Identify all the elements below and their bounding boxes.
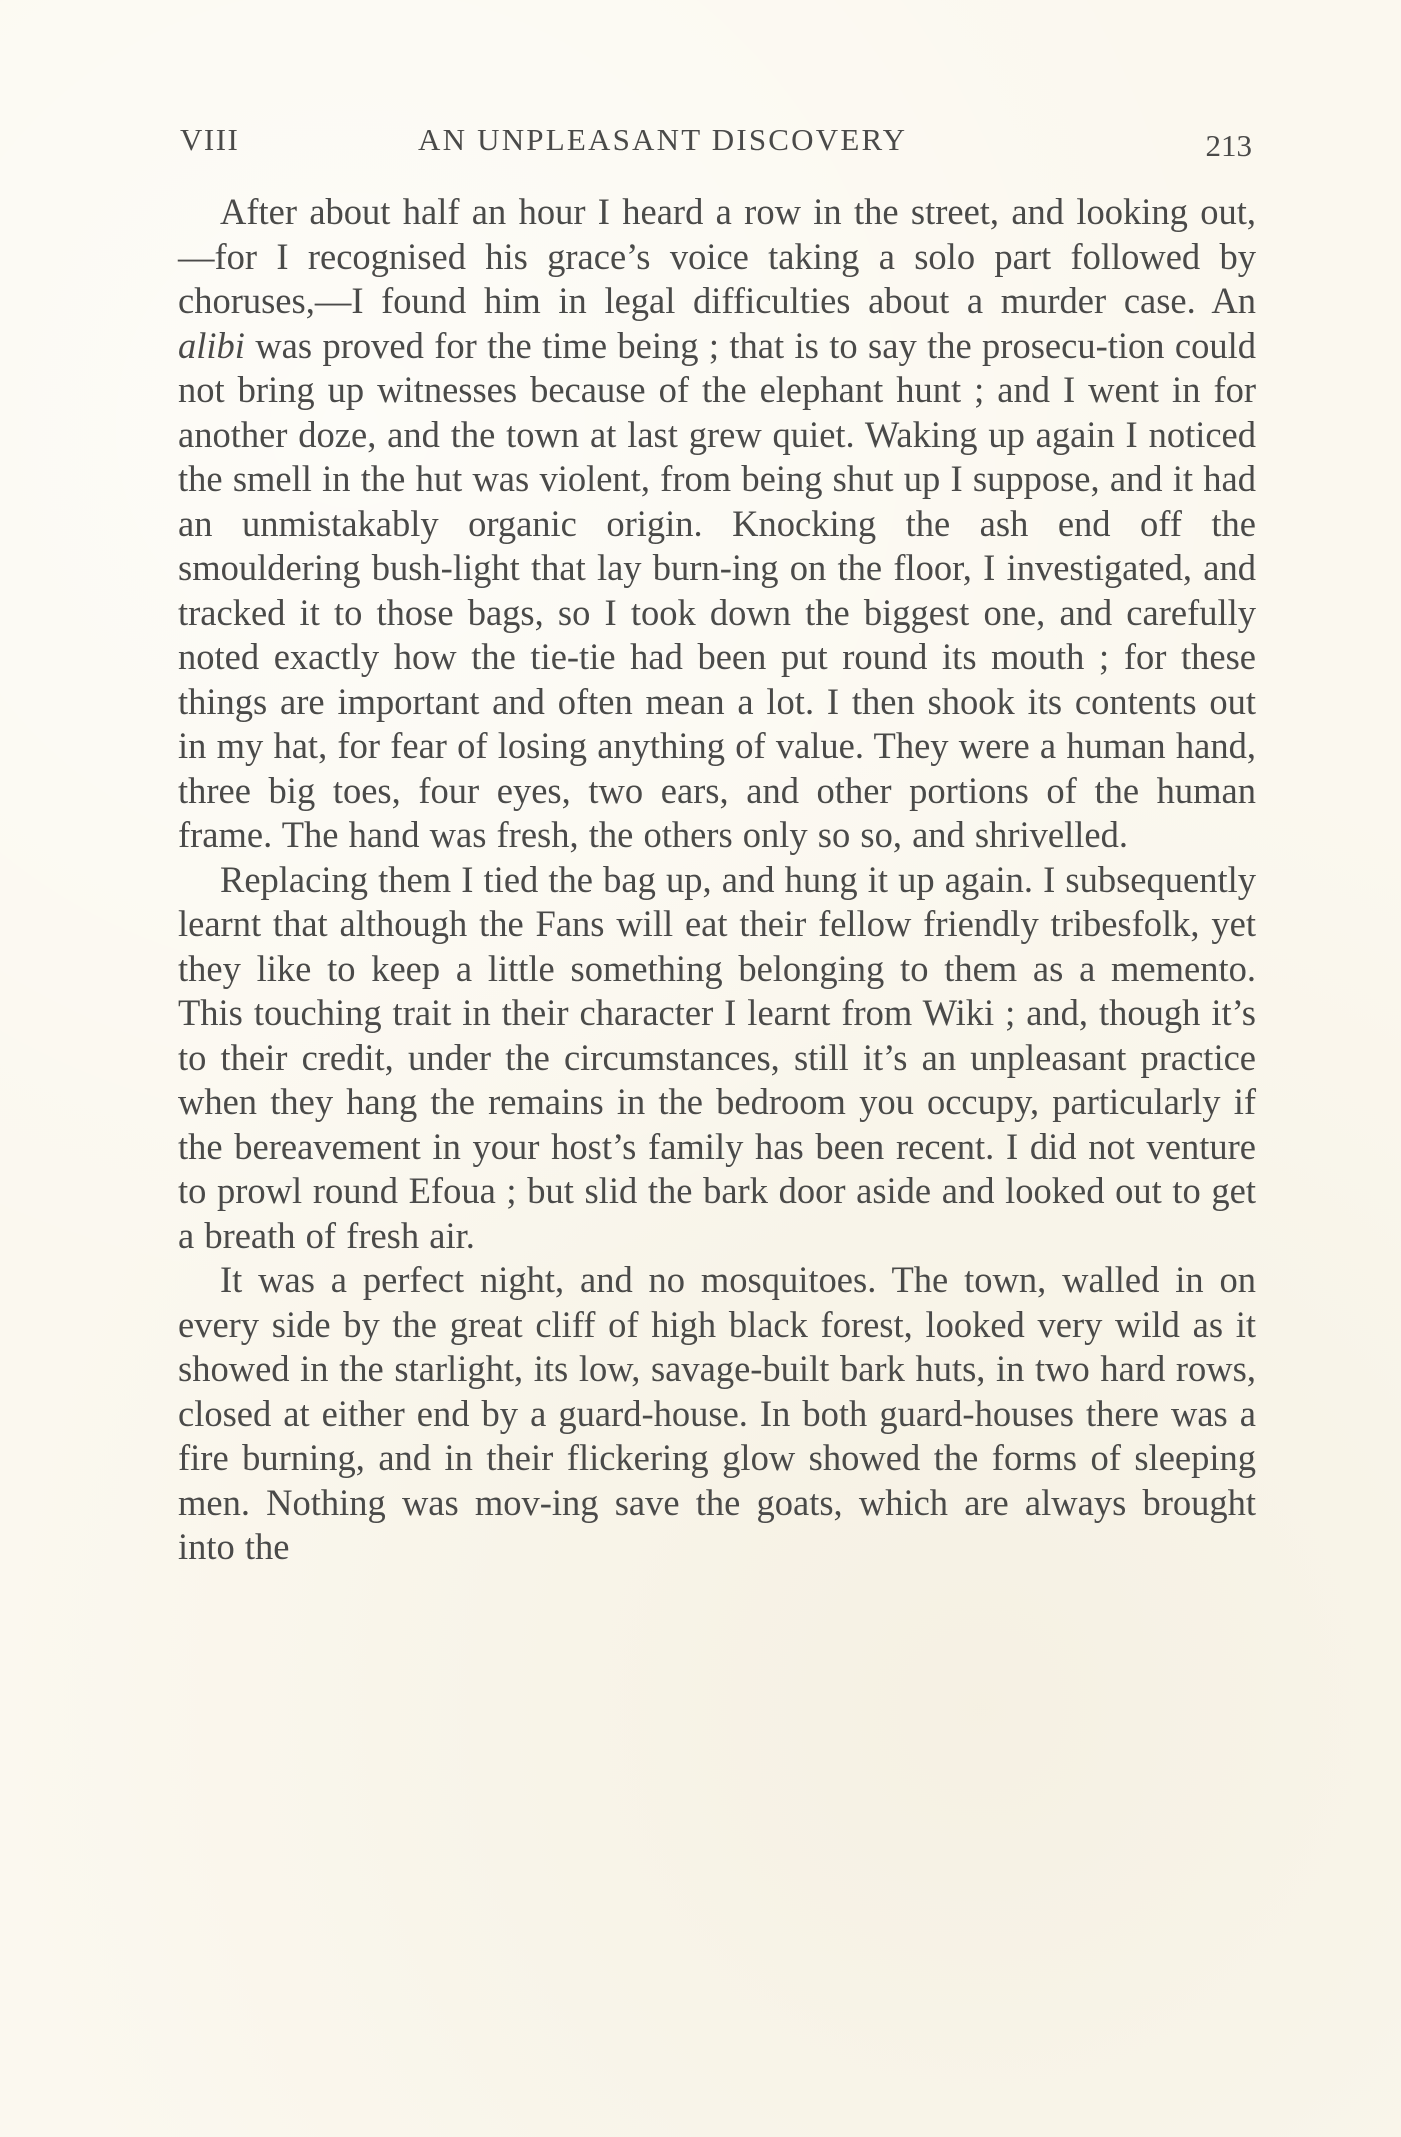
paragraph-3: It was a perfect night, and no mosquitoes. The town, walled in on every side by the great cliff of high black forest, looked very wild as it showed in the starlight, its low, savage-built bark huts, in two hard rows, closed at either end by a guard-house. In both guard-houses there was a fire burning, and in their flickering glow showed the forms of sleeping men. Nothing was mov-ing save the goats, which are always brought into the (178, 1259, 1256, 1567)
paragraph-1 (178, 190, 1256, 858)
page-number: 213 (1205, 128, 1252, 163)
paragraph-1-text-end: was proved for the time being ; that is to say the prosecu-tion could not bring up witnesses because of the elephant hunt ; and I went in for another doze, and the town at last grew quiet. Waking up again I noticed the smell in the hut was violent, from being shut up I suppose, and it had an unmistakably organic origin. Knocking the ash end off the smouldering bush-light that lay burn-ing on the floor, I investigated, and tracked it to those bags, so I took down the biggest one, and carefully noted exactly how the tie-tie had been put round its mouth ; for these things are important and often mean a lot. I then shook its contents out in my hat, for fear of losing anything of value. They were a human hand, three big toes, four eyes, two ears, and other portions of the human frame. The hand was fresh, the others only so so, and shrivelled. (178, 324, 1256, 855)
paragraph-2: Replacing them I tied the bag up, and hung it up again. I subsequently learnt that although the Fans will eat their fellow friendly tribesfolk, yet they like to keep a little something belonging to them as a memento. This touching trait in their character I learnt from Wiki ; and, though it’s to their credit, under the circumstances, still it’s an unpleasant practice when they hang the remains in the bedroom you occupy, particularly if the bereavement in your host’s family has been recent. I did not venture to prowl round Efoua ; but slid the bark door aside and looked out to get a breath of fresh air. (178, 858, 1256, 1256)
paragraph-1-text-start: After about half an hour I heard a row in the street, and looking out,—for I recognised his grace’s voice taking a solo part followed by choruses,—I found him in legal difficulties about a murder case. An (178, 191, 1256, 321)
running-title: AN UNPLEASANT DISCOVERY (418, 122, 908, 157)
chapter-number: VIII (180, 122, 240, 157)
running-header (180, 118, 1252, 162)
italic-word-alibi: alibi (178, 324, 245, 366)
body-text (178, 190, 1256, 1570)
